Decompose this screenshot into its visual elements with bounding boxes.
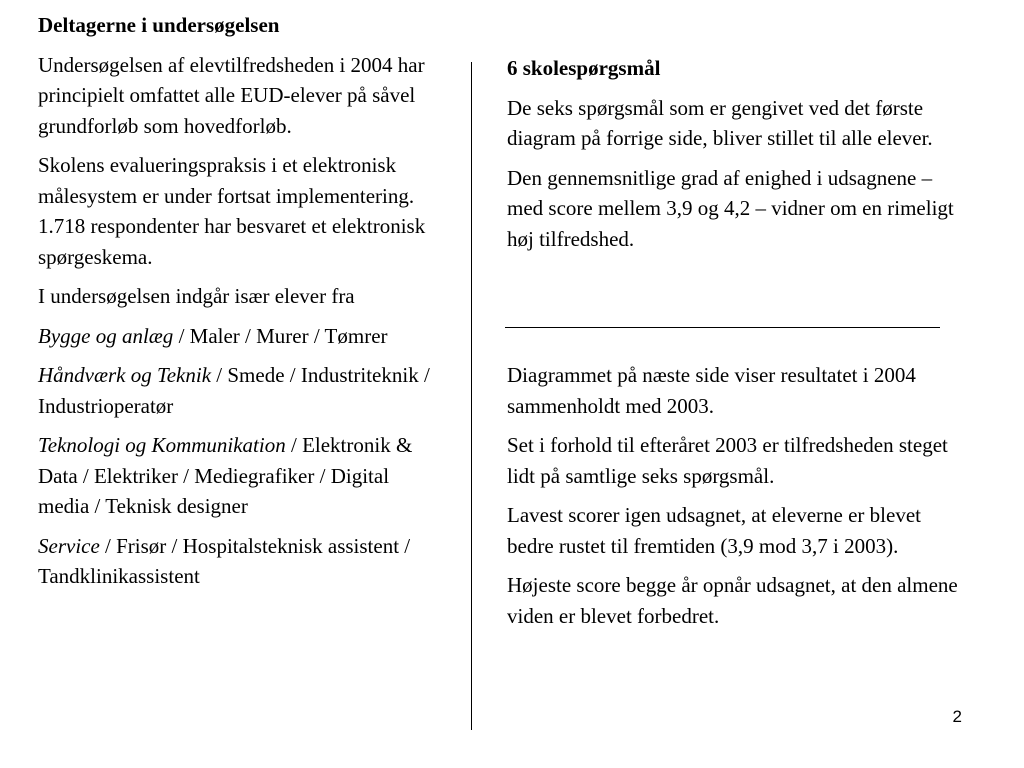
- group-specialties: / Smede / Industriteknik / Industrioperatør: [38, 363, 430, 418]
- right-heading: 6 skolespørgsmål: [507, 56, 661, 80]
- left-paragraph-3: I undersøgelsen indgår især elever fra: [38, 284, 355, 308]
- right-paragraph-2: Den gennemsnitlige grad af enighed i udsagnene – med score mellem 3,9 og 4,2 – vidner om en rimeligt høj tilfredshed.: [507, 165, 954, 251]
- right-column-top: [507, 53, 967, 254]
- left-heading: Deltagerne i undersøgelsen: [38, 13, 280, 37]
- right-paragraph-5: Lavest scorer igen udsagnet, at eleverne er blevet bedre rustet til fremtiden (3,9 mod 3,7 i 2003).: [507, 503, 921, 558]
- right-paragraph-1: De seks spørgsmål som er gengivet ved det første diagram på forrige side, bliver stillet til alle elever.: [507, 95, 933, 150]
- group-item: [38, 321, 438, 352]
- horizontal-divider: [505, 327, 940, 328]
- right-paragraph-4: Set i forhold til efteråret 2003 er tilfredsheden steget lidt på samtlige seks spørgsmål.: [507, 433, 948, 488]
- page-number: 2: [952, 707, 962, 726]
- group-name: Bygge og anlæg: [38, 323, 174, 348]
- right-paragraph-3: Diagrammet på næste side viser resultatet i 2004 sammenholdt med 2003.: [507, 363, 916, 418]
- group-item: [38, 360, 438, 421]
- right-column-bottom: [507, 360, 967, 631]
- group-name: Håndværk og Teknik: [38, 363, 212, 387]
- group-specialties: / Frisør / Hospitalsteknisk assistent / Tandklinikassistent: [38, 533, 411, 588]
- right-paragraph-6: Højeste score begge år opnår udsagnet, at den almene viden er blevet forbedret.: [507, 573, 958, 628]
- group-name: Teknologi og Kommunikation: [38, 433, 286, 457]
- group-specialties: / Elektronik & Data / Elektriker / Mediegrafiker / Digital media / Teknisk designer: [38, 433, 413, 518]
- left-column: [38, 10, 438, 592]
- group-specialties: / Maler / Murer / Tømrer: [173, 323, 388, 348]
- group-item: [38, 531, 438, 592]
- vertical-divider: [471, 62, 472, 730]
- left-paragraph-2: Skolens evalueringspraksis i et elektronisk målesystem er under fortsat implementering. 1.718 respondenter har besvaret et elektronisk spørgeskema.: [38, 153, 426, 269]
- group-item: [38, 430, 438, 522]
- left-paragraph-1: Undersøgelsen af elevtilfredsheden i 2004 har principielt omfattet alle EUD-elever på såvel grundforløb som hovedforløb.: [38, 52, 425, 138]
- group-name: Service: [38, 533, 100, 558]
